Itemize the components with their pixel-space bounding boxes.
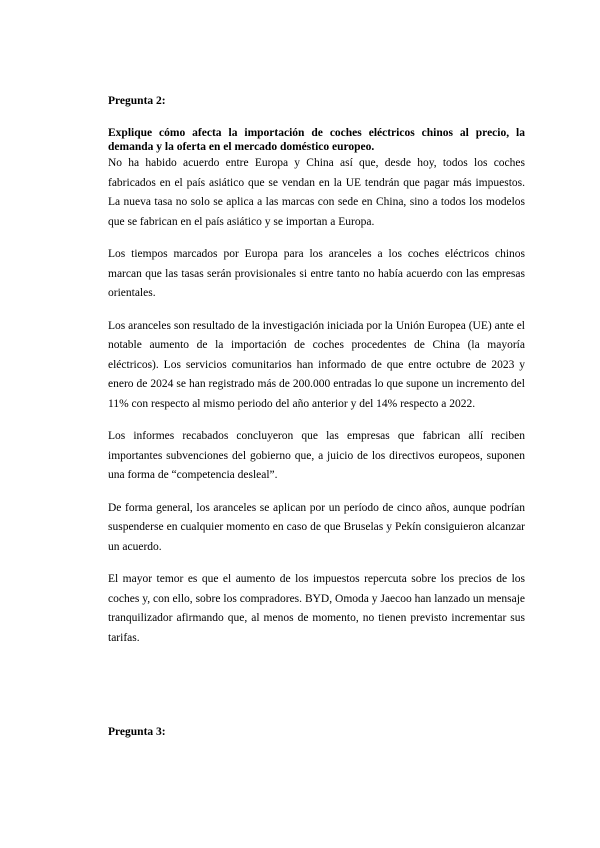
answer-paragraph-5: De forma general, los aranceles se aplican por un período de cinco años, aunque podrían suspenderse en cualquier momento en caso de que Bruselas y Pekín consiguieron alcanzar un acuerdo.: [108, 501, 525, 553]
document-body: [108, 94, 525, 648]
question-3-heading: Pregunta 3:: [108, 726, 166, 738]
question-2-prompt: Explique cómo afecta la importación de coches eléctricos chinos al precio, la demanda y la oferta en el mercado doméstico europeo.: [108, 127, 525, 153]
answer-paragraph-1: No ha habido acuerdo entre Europa y China así que, desde hoy, todos los coches fabricados en el país asiático que se vendan en la UE tendrán que pagar más impuestos. La nueva tasa no solo se aplica a las marcas con sede en China, sino a todos los modelos que se fabrican en el país asiático y se importan a Europa.: [108, 157, 525, 228]
question-2-heading: Pregunta 2:: [108, 95, 166, 107]
answer-paragraph-3: Los aranceles son resultado de la investigación iniciada por la Unión Europea (UE) ante el notable aumento de la importación de coches procedentes de China (la mayoría eléctricos). Los servicios comunitarios han informado de que entre octubre de 2023 y enero de 2024 se han registrado más de 200.000 entradas lo que supone un incremento del 11% con respecto al mismo periodo del año anterior y del 14% respecto a 2022.: [108, 319, 525, 410]
answer-paragraph-4: Los informes recabados concluyeron que las empresas que fabrican allí reciben importantes subvenciones del gobierno que, a juicio de los directivos europeos, suponen una forma de “competencia desleal”.: [108, 430, 525, 481]
answer-paragraph-2: Los tiempos marcados por Europa para los aranceles a los coches eléctricos chinos marcan que las tasas serán provisionales si entre tanto no había acuerdo con las empresas orientales.: [108, 248, 525, 299]
answer-paragraph-6: El mayor temor es que el aumento de los impuestos repercuta sobre los precios de los coches y, con ello, sobre los compradores. BYD, Omoda y Jaecoo han lanzado un mensaje tranquilizador afirmando que, al menos de momento, no tienen previsto incrementar sus tarifas.: [108, 573, 525, 644]
